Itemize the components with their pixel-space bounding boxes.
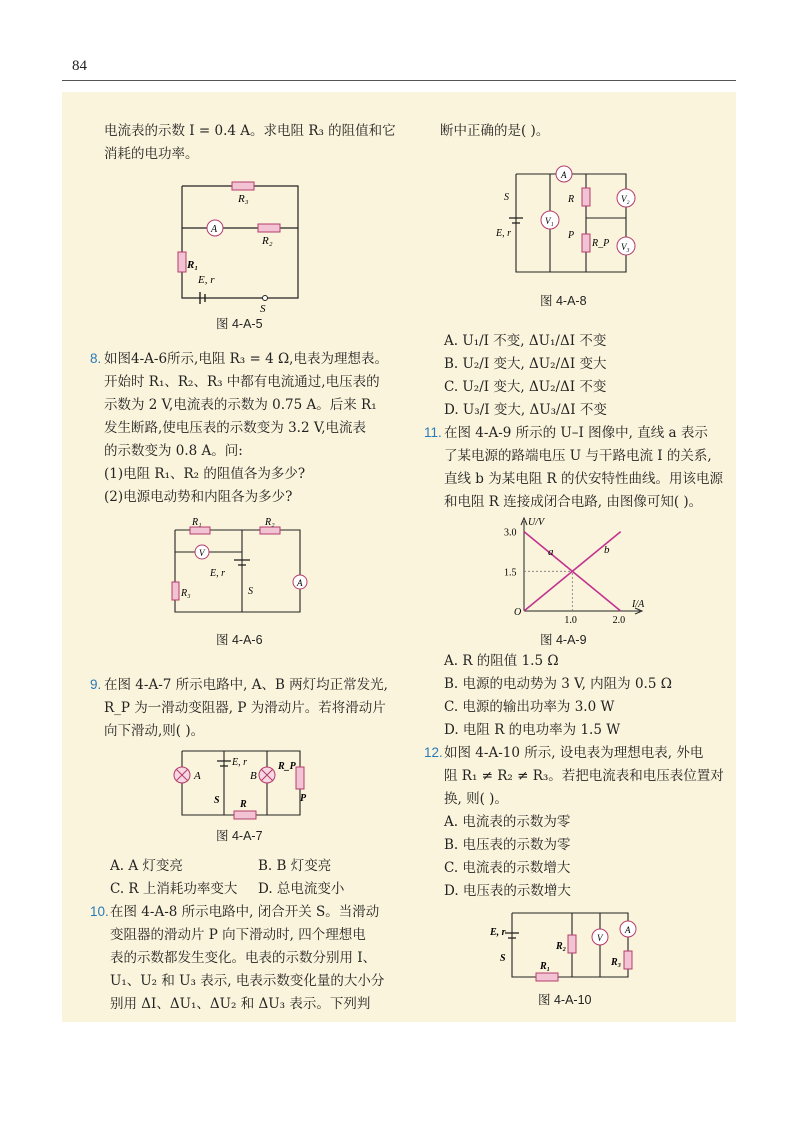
q12-number: 12. [424, 745, 443, 760]
q11-option-b: B. 电源的电动势为 3 V, 内阻为 0.5 Ω [444, 676, 672, 692]
q9-number: 9. [90, 677, 102, 692]
label-r: R [568, 194, 575, 205]
label-r1: R₁ [187, 259, 199, 271]
y-tick-label-1: 3.0 [504, 527, 517, 539]
q10-line-5: 别用 ΔI、ΔU₁、ΔU₂ 和 ΔU₃ 表示。下列判 [110, 996, 371, 1012]
label-r1-top: R₁ [192, 517, 202, 528]
x-tick-label-1: 2.0 [612, 615, 626, 626]
line-a-label: a [548, 546, 554, 558]
right-cont-line: 断中正确的是( )。 [440, 123, 550, 139]
label-v: V [597, 933, 603, 943]
label-p: P [568, 230, 575, 241]
label-v: V [199, 548, 205, 558]
label-s: S [504, 192, 509, 203]
label-s: S [214, 795, 220, 806]
q10-option-c: C. U₂/I 变大, ΔU₂/ΔI 不变 [444, 379, 607, 395]
resistor-r2 [568, 935, 576, 953]
label-a: A [297, 578, 303, 588]
switch-s [263, 296, 268, 301]
label-er: E, r [210, 568, 225, 579]
label-r3: R₃ [611, 957, 622, 968]
label-v2: V₂ [621, 194, 630, 204]
caption-fig-4-A-8: 图 4-A-8 [540, 294, 587, 308]
caption-fig-4-A-7: 图 4-A-7 [216, 829, 263, 843]
figure-4-A-6 [170, 517, 310, 620]
q9-line-1: 在图 4-A-7 所示电路中, A、B 两灯均正常发光, [104, 677, 388, 693]
q12-option-c: C. 电流表的示数增大 [444, 860, 571, 876]
q10-line-1: 在图 4-A-8 所示电路中, 闭合开关 S。当滑动 [110, 904, 380, 920]
label-er: E, r [232, 757, 247, 768]
label-rp: R_P [278, 761, 296, 772]
header-rule [62, 80, 736, 81]
figure-4-A-10 [490, 905, 640, 985]
q8-line-7: (2)电源电动势和内阻各为多少? [104, 489, 293, 505]
q9-line-3: 向下滑动,则( )。 [104, 723, 205, 739]
label-s: S [248, 586, 253, 597]
label-rp: R_P [592, 238, 610, 249]
label-v3: V₃ [621, 242, 630, 252]
label-r3: R₃ [181, 588, 191, 599]
rheostat-rp [582, 234, 590, 252]
label-r2: R₂ [556, 941, 567, 952]
y-axis-label: U/V [528, 517, 545, 528]
q9-option-a: A. A 灯变亮 [110, 858, 183, 874]
q8-line-5: 的示数变为 0.8 A。问: [104, 443, 243, 459]
label-a: A [561, 170, 567, 180]
label-ammeter: A [211, 224, 218, 235]
figure-4-A-8 [496, 160, 640, 280]
label-lamp-b: B [250, 770, 257, 782]
q8-line-2: 开始时 R₁、R₂、R₃ 中都有电流通过,电压表的 [104, 374, 380, 390]
q11-line-1: 在图 4-A-9 所示的 U–I 图像中, 直线 a 表示 [444, 425, 708, 441]
figure-4-A-7 [172, 745, 312, 825]
x-tick-label-0: 1.0 [564, 615, 577, 626]
figure-4-A-9-chart [500, 515, 660, 626]
q12-line-3: 换, 则( )。 [444, 791, 508, 807]
q10-option-d: D. U₃/I 变大, ΔU₃/ΔI 不变 [444, 402, 607, 418]
resistor-r1 [178, 252, 186, 272]
label-r2: R₂ [265, 517, 275, 528]
label-er: E, r [496, 228, 511, 239]
q11-number: 11. [424, 425, 442, 440]
label-s: S [500, 953, 506, 964]
q11-line-3: 直线 b 为某电阻 R 的伏安特性曲线。用该电源 [444, 471, 723, 487]
caption-fig-4-A-10: 图 4-A-10 [538, 993, 592, 1007]
q9-option-b: B. B 灯变亮 [258, 858, 332, 874]
q11-line-4: 和电阻 R 连接成闭合电路, 由图像可知( )。 [444, 494, 703, 510]
label-s: S [260, 303, 266, 315]
resistor-r [234, 811, 256, 819]
label-v1: V₁ [545, 216, 554, 226]
label-r: R [240, 799, 247, 810]
resistor-r1 [536, 973, 558, 981]
y-tick-label-0: 1.5 [504, 567, 517, 579]
label-r1: R₁ [540, 961, 551, 972]
label-er: E, r [198, 274, 215, 286]
origin-label: O [514, 607, 522, 618]
q9-option-c: C. R 上消耗功率变大 [110, 881, 238, 897]
resistor-r3 [172, 582, 179, 600]
resistor-r2 [260, 527, 280, 534]
q10-line-3: 表的示数都发生变化。电表的示数分别用 I、 [110, 950, 377, 966]
resistor-r2 [258, 224, 280, 232]
resistor-r1-top [190, 527, 210, 534]
page-number: 84 [72, 58, 87, 74]
resistor-r [582, 188, 590, 206]
label-a: A [625, 925, 631, 935]
left-cont-line-1: 电流表的示数 I = 0.4 A。求电阻 R₃ 的阻值和它 [104, 123, 396, 139]
caption-fig-4-A-6: 图 4-A-6 [216, 633, 263, 647]
q11-option-c: C. 电源的输出功率为 3.0 W [444, 699, 615, 715]
q8-number: 8. [90, 351, 102, 366]
q9-line-2: R_P 为一滑动变阻器, P 为滑动片。若将滑动片 [104, 700, 386, 716]
q10-line-4: U₁、U₂ 和 U₃ 表示, 电表示数变化量的大小分 [110, 973, 385, 989]
q12-option-b: B. 电压表的示数为零 [444, 837, 571, 853]
line-b-label: b [604, 544, 610, 556]
caption-fig-4-A-9: 图 4-A-9 [540, 633, 587, 647]
label-r2: R₂ [262, 235, 273, 247]
q10-option-b: B. U₂/I 变大, ΔU₂/ΔI 变大 [444, 356, 607, 372]
x-axis-label: I/A [632, 599, 645, 610]
q11-option-d: D. 电阻 R 的电功率为 1.5 W [444, 722, 621, 738]
q11-option-a: A. R 的阻值 1.5 Ω [444, 653, 559, 669]
q12-line-2: 阻 R₁ ≠ R₂ ≠ R₃。若把电流表和电压表位置对 [444, 768, 724, 784]
q8-line-4: 发生断路,使电压表的示数变为 3.2 V,电流表 [104, 420, 367, 436]
caption-fig-4-A-5: 图 4-A-5 [216, 317, 263, 331]
figure-4-A-5 [170, 180, 310, 315]
q11-line-2: 了某电源的路端电压 U 与干路电流 I 的关系, [444, 448, 712, 464]
q8-line-1: 如图4-A-6所示,电阻 R₃ = 4 Ω,电表为理想表。 [104, 351, 388, 367]
resistor-r3 [624, 951, 632, 969]
q10-option-a: A. U₁/I 不变, ΔU₁/ΔI 不变 [444, 333, 607, 349]
q12-option-d: D. 电压表的示数增大 [444, 883, 571, 899]
rheostat-rp [296, 767, 304, 789]
q12-line-1: 如图 4-A-10 所示, 设电表为理想电表, 外电 [444, 745, 704, 761]
q12-option-a: A. 电流表的示数为零 [444, 814, 571, 830]
label-p: P [300, 793, 307, 804]
label-lamp-a: A [194, 770, 201, 782]
q8-line-6: (1)电阻 R₁、R₂ 的阻值各为多少? [104, 466, 306, 482]
q10-number: 10. [90, 904, 109, 919]
q10-line-2: 变阻器的滑动片 P 向下滑动时, 四个理想电 [110, 927, 366, 943]
q8-line-3: 示数为 2 V,电流表的示数为 0.75 A。后来 R₁ [104, 397, 377, 413]
resistor-r3 [232, 182, 254, 190]
label-er: E, r [490, 927, 506, 938]
left-cont-line-2: 消耗的电功率。 [104, 146, 199, 162]
q9-option-d: D. 总电流变小 [258, 881, 345, 897]
label-r3: R₃ [238, 193, 249, 205]
